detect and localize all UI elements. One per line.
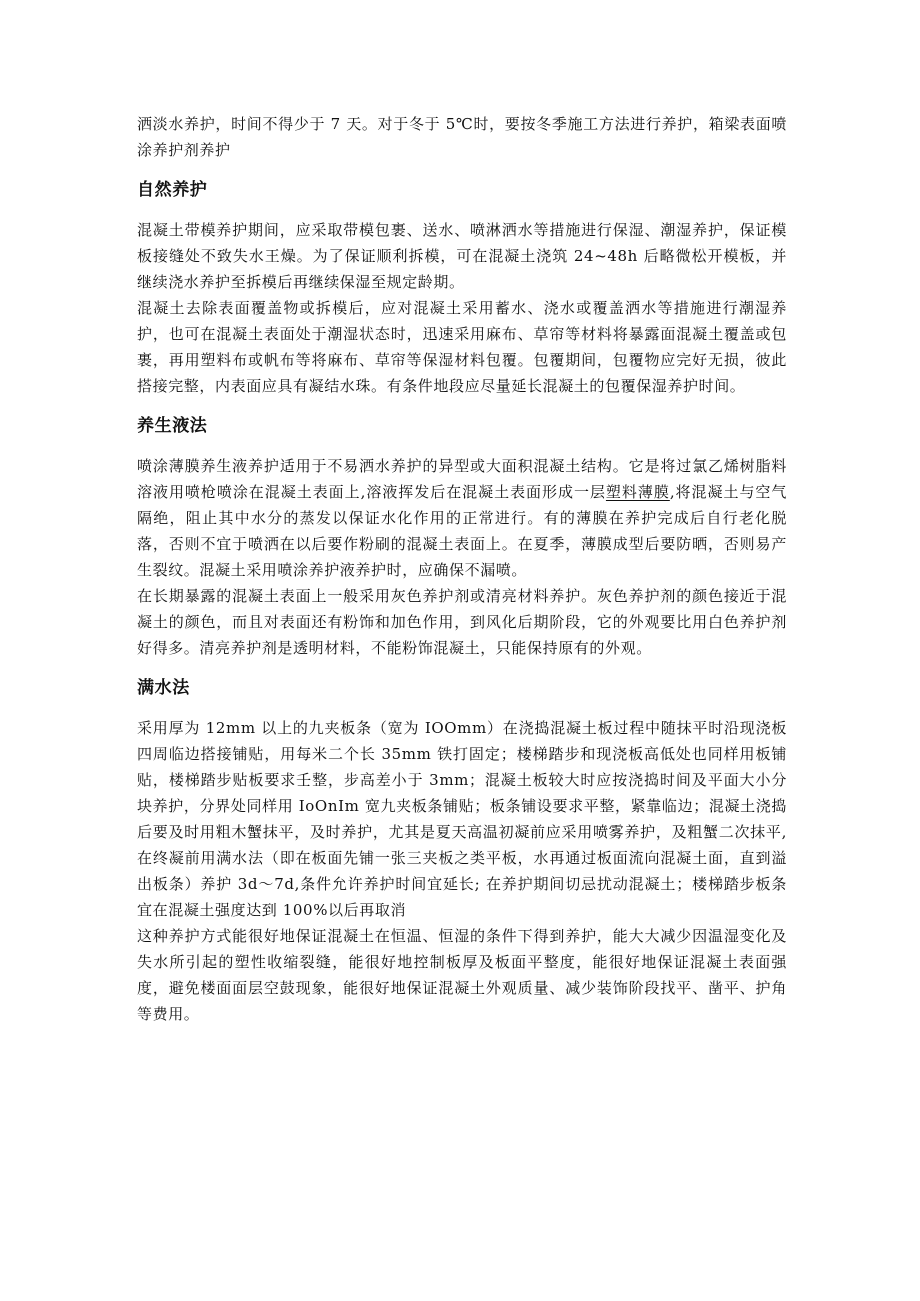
natural-curing-paragraph-2: 混凝土去除表面覆盖物或拆模后，应对混凝土采用蓄水、浇水或覆盖洒水等措施进行潮湿养护，也可在混凝土表面处于潮湿状态时，迅速采用麻布、草帘等材料将暴露面混凝土覆盖或包裹，再用塑料布或帆布等将麻布、草帘等保湿材料包覆。包覆期间，包覆物应完好无损，彼此搭接完整，内表面应具有凝结水珠。有条件地段应尽量延长混凝土的包覆保湿养护时间。 [137,299,787,395]
plastic-film-link[interactable]: 塑料薄膜 [605,483,670,501]
curing-liquid-paragraph-1 [137,453,787,583]
curing-liquid-paragraph-2: 在长期暴露的混凝土表面上一般采用灰色养护剂或清亮材料养护。灰色养护剂的颜色接近于混凝土的颜色，而且对表面还有粉饰和加色作用，到风化后期阶段，它的外观要比用白色养护剂好得多。清亮养护剂是透明材料，不能粉饰混凝土，只能保持原有的外观。 [137,587,787,657]
curing-liquid-text-before-link: 喷涂薄膜养生液养护适用于不易洒水养护的异型或大面积混凝土结构。它是将过氯乙烯树脂料溶液用喷枪喷涂在混凝土表面上,溶液挥发后在混凝土表面形成一层 [137,457,787,501]
section-heading-natural-curing: 自然养护 [137,180,208,200]
full-water-paragraph-2: 这种养护方式能很好地保证混凝土在恒温、恒湿的条件下得到养护，能大大减少因温湿变化及失水所引起的塑性收缩裂缝，能很好地控制板厚及板面平整度，能很好地保证混凝土表面强度，避免楼面面层空鼓现象，能很好地保证混凝土外观质量、减少装饰阶段找平、凿平、护角等费用。 [137,927,787,1023]
section-heading-curing-liquid: 养生液法 [137,416,208,436]
document-page [137,111,787,1027]
full-water-paragraph-1: 采用厚为 12mm 以上的九夹板条（宽为 IOOmm）在浇捣混凝土板过程中随抹平时沿现浇板四周临边搭接铺贴，用每米二个长 35mm 铁打固定；楼梯踏步和现浇板高低处也同样用板铺贴，楼梯踏步贴板要求壬整，步高差小于 3mm；混凝土板较大时应按浇捣时间及平面大小分块养护，分界处同样用 IoOnIm 宽九夹板条铺贴；板条铺设要求平整，紧靠临边；混凝土浇捣后要及时用粗木蟹抹平，及时养护，尤其是夏天高温初凝前应采用喷雾养护，及粗蟹二次抹平, 在终凝前用满水法（即在板面先铺一张三夹板之类平板，水再通过板面流向混凝土面，直到溢出板条）养护 3d～7d,条件允许养护时间宜延长; 在养护期间切忌扰动混凝土；楼梯踏步板条宜在混凝土强度达到 100%以后再取消 [137,719,787,919]
section-heading-full-water: 满水法 [137,678,190,698]
natural-curing-paragraph-1: 混凝土带模养护期间，应采取带模包裹、送水、喷淋洒水等措施进行保湿、潮湿养护，保证模板接缝处不致失水王燥。为了保证顺利拆模，可在混凝土浇筑 24~48h 后略微松开模板，并继续浇水养护至拆模后再继续保湿至规定龄期。 [137,221,787,291]
curing-liquid-text-after-link: ,将混凝土与空气隔绝，阻止其中水分的蒸发以保证水化作用的正常进行。有的薄膜在养护完成后自行老化脱落，否则不宜于喷洒在以后要作粉刷的混凝土表面上。在夏季，薄膜成型后要防晒，否则易产生裂纹。混凝土采用喷涂养护液养护时，应确保不漏喷。 [137,483,787,579]
intro-paragraph: 洒淡水养护，时间不得少于 7 天。对于冬于 5℃时，要按冬季施工方法进行养护，箱梁表面喷涂养护剂养护 [137,115,787,159]
